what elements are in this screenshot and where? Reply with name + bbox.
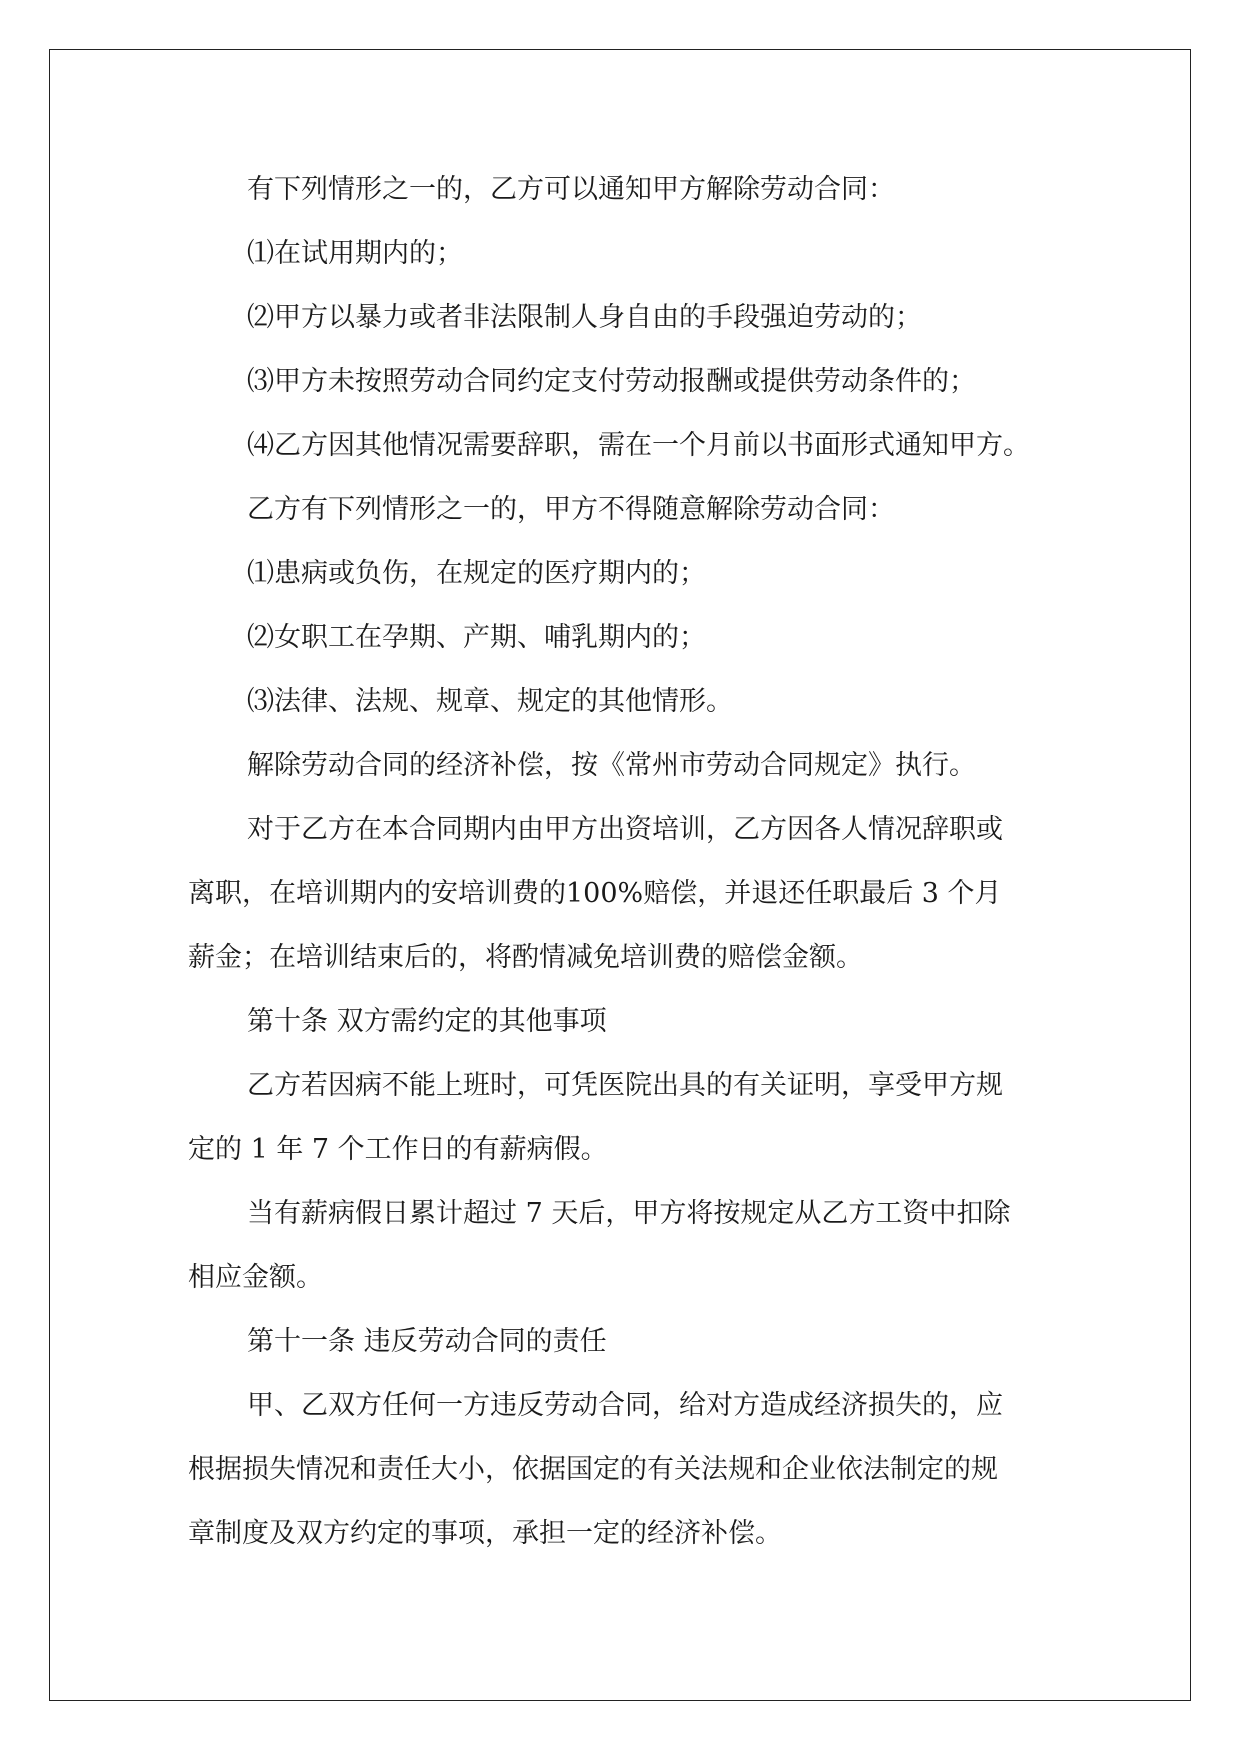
text-line: 当有薪病假日累计超过 7 天后，甲方将按规定从乙方工资中扣除: [247, 1198, 1011, 1229]
text-line: 乙方若因病不能上班时，可凭医院出具的有关证明，享受甲方规: [247, 1070, 1003, 1101]
document-body: [188, 158, 1058, 1566]
text-line: 对于乙方在本合同期内由甲方出资培训，乙方因各人情况辞职或: [247, 814, 1003, 845]
text-line: 乙方有下列情形之一的，甲方不得随意解除劳动合同：: [247, 494, 895, 525]
text-line: 相应金额。: [188, 1262, 323, 1293]
text-line: 甲、乙双方任何一方违反劳动合同，给对方造成经济损失的，应: [247, 1390, 1003, 1421]
text-line: ⑵女职工在孕期、产期、哺乳期内的；: [247, 622, 706, 653]
text-line: ⑷乙方因其他情况需要辞职，需在一个月前以书面形式通知甲方。: [247, 430, 1030, 461]
text-line: 薪金；在培训结束后的，将酌情减免培训费的赔偿金额。: [188, 942, 863, 973]
text-line: 章制度及双方约定的事项，承担一定的经济补偿。: [188, 1518, 782, 1549]
text-line: ⑴患病或负伤，在规定的医疗期内的；: [247, 558, 706, 589]
text-line: 第十条 双方需约定的其他事项: [247, 1006, 607, 1037]
text-line: 第十一条 违反劳动合同的责任: [247, 1326, 607, 1357]
text-line: ⑶法律、法规、规章、规定的其他情形。: [247, 686, 733, 717]
text-line: 有下列情形之一的，乙方可以通知甲方解除劳动合同：: [247, 174, 895, 205]
text-line: ⑶甲方未按照劳动合同约定支付劳动报酬或提供劳动条件的；: [247, 366, 976, 397]
text-line: ⑴在试用期内的；: [247, 238, 463, 269]
text-line: 解除劳动合同的经济补偿，按《常州市劳动合同规定》执行。: [247, 750, 976, 781]
text-line: ⑵甲方以暴力或者非法限制人身自由的手段强迫劳动的；: [247, 302, 922, 333]
text-line: 根据损失情况和责任大小，依据国定的有关法规和企业依法制定的规: [188, 1454, 998, 1485]
text-line: 离职，在培训期内的安培训费的100%赔偿，并退还任职最后 3 个月: [188, 878, 1002, 909]
text-line: 定的 1 年 7 个工作日的有薪病假。: [188, 1134, 608, 1165]
